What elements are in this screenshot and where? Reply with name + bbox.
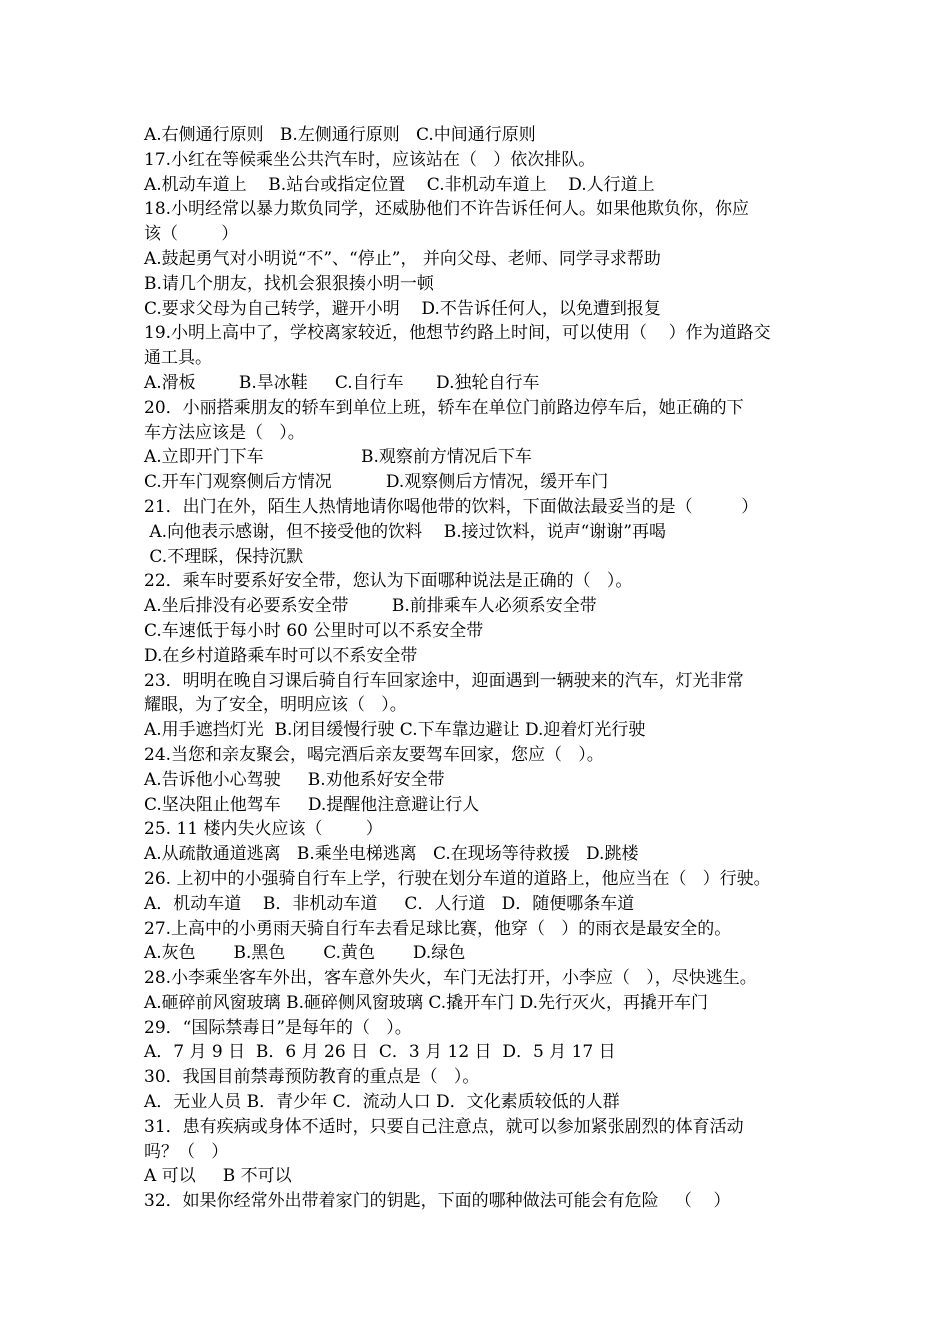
question-29: 29．“国际禁毒日”是每年的（ ）。: [144, 1017, 412, 1038]
question-31: 31．患有疾病或身体不适时，只要自己注意点，就可以参加紧张剧烈的体育活动: [144, 1116, 744, 1137]
option-21-c: C.不理睬，保持沉默: [144, 546, 304, 567]
question-20: 20．小丽搭乘朋友的轿车到单位上班，轿车在单位门前路边停车后，她正确的下: [144, 397, 744, 418]
question-28: 28.小李乘坐客车外出，客车意外失火，车门无法打开，小李应（ ），尽快逃生。: [144, 968, 757, 989]
question-23-cont: 耀眼，为了安全，明明应该（ ）。: [144, 695, 407, 716]
question-25: 25. 11 楼内失火应该（ ）: [144, 819, 383, 840]
option-18-a: A.鼓起勇气对小明说“不”、“停止”， 并向父母、老师、同学寻求帮助: [144, 248, 661, 269]
option-24-ab: A.告诉他小心驾驶 B.劝他系好安全带: [144, 769, 445, 790]
option-21-ab: A.向他表示感谢，但不接受他的饮料 B.接过饮料，说声“谢谢”再喝: [144, 521, 666, 542]
option-22-ab: A.坐后排没有必要系安全带 B.前排乘车人必须系安全带: [144, 596, 597, 617]
options-23: A.用手遮挡灯光 B.闭目缓慢行驶 C.下车靠边避让 D.迎着灯光行驶: [144, 720, 646, 741]
options-17: A.机动车道上 B.站台或指定位置 C.非机动车道上 D.人行道上: [144, 174, 655, 195]
question-26: 26. 上初中的小强骑自行车上学，行驶在划分车道的道路上，他应当在（ ）行驶。: [144, 868, 771, 889]
question-24: 24.当您和亲友聚会，喝完酒后亲友要驾车回家，您应（ ）。: [144, 744, 604, 765]
question-30: 30．我国目前禁毒预防教育的重点是（ ）。: [144, 1067, 480, 1088]
options-27: A.灰色 B.黑色 C.黄色 D.绿色: [144, 943, 466, 964]
text-line: A.右侧通行原则 B.左侧通行原则 C.中间通行原则: [144, 125, 536, 145]
options-25: A.从疏散通道逃离 B.乘坐电梯逃离 C.在现场等待救援 D.跳楼: [144, 844, 639, 865]
option-18-cd: C.要求父母为自己转学，避开小明 D.不告诉任何人，以免遭到报复: [144, 298, 661, 319]
option-22-d: D.在乡村道路乘车时可以不系安全带: [144, 645, 418, 666]
option-18-b: B.请几个朋友，找机会狠狠揍小明一顿: [144, 273, 434, 294]
question-32: 32．如果你经常外出带着家门的钥匙，下面的哪种做法可能会有危险 （ ）: [144, 1191, 731, 1212]
option-20-ab: A.立即开门下车 B.观察前方情况后下车: [144, 447, 532, 468]
question-19-cont: 通工具。: [144, 348, 212, 369]
question-19: 19.小明上高中了，学校离家较近，他想节约路上时间，可以使用（ ）作为道路交: [144, 323, 771, 344]
options-19: A.滑板 B.旱冰鞋 C.自行车 D.独轮自行车: [144, 372, 540, 393]
option-24-cd: C.坚决阻止他驾车 D.提醒他注意避让行人: [144, 794, 480, 815]
question-18-cont: 该（ ）: [144, 224, 239, 245]
options-26: A．机动车道 B．非机动车道 C．人行道 D．随便哪条车道: [144, 893, 635, 914]
document-page: [144, 123, 824, 1214]
question-17: 17.小红在等候乘坐公共汽车时，应该站在（ ）依次排队。: [144, 149, 596, 170]
question-18: 18.小明经常以暴力欺负同学，还威胁他们不许告诉任何人。如果他欺负你，你应: [144, 199, 750, 220]
question-20-cont: 车方法应该是（ ）。: [144, 422, 305, 443]
option-20-cd: C.开车门观察侧后方情况 D.观察侧后方情况，缓开车门: [144, 472, 609, 493]
options-29: A．7 月 9 日 B．6 月 26 日 C．3 月 12 日 D．5 月 17 日: [144, 1042, 616, 1063]
options-28: A.砸碎前风窗玻璃 B.砸碎侧风窗玻璃 C.撬开车门 D.先行灭火，再撬开车门: [144, 992, 709, 1013]
option-22-c: C.车速低于每小时 60 公里时可以不系安全带: [144, 620, 484, 641]
question-22: 22．乘车时要系好安全带，您认为下面哪种说法是正确的（ ）。: [144, 571, 633, 592]
question-23: 23．明明在晚自习课后骑自行车回家途中，迎面遇到一辆驶来的汽车，灯光非常: [144, 670, 744, 691]
question-31-cont: 吗？（ ）: [144, 1141, 229, 1162]
options-30: A．无业人员 B．青少年 C．流动人口 D．文化素质较低的人群: [144, 1092, 620, 1113]
options-31: A 可以 B 不可以: [144, 1166, 292, 1187]
question-21: 21．出门在外，陌生人热情地请你喝他带的饮料，下面做法最妥当的是（ ）: [144, 496, 759, 517]
question-27: 27.上高中的小勇雨天骑自行车去看足球比赛，他穿（ ）的雨衣是最安全的。: [144, 918, 732, 939]
